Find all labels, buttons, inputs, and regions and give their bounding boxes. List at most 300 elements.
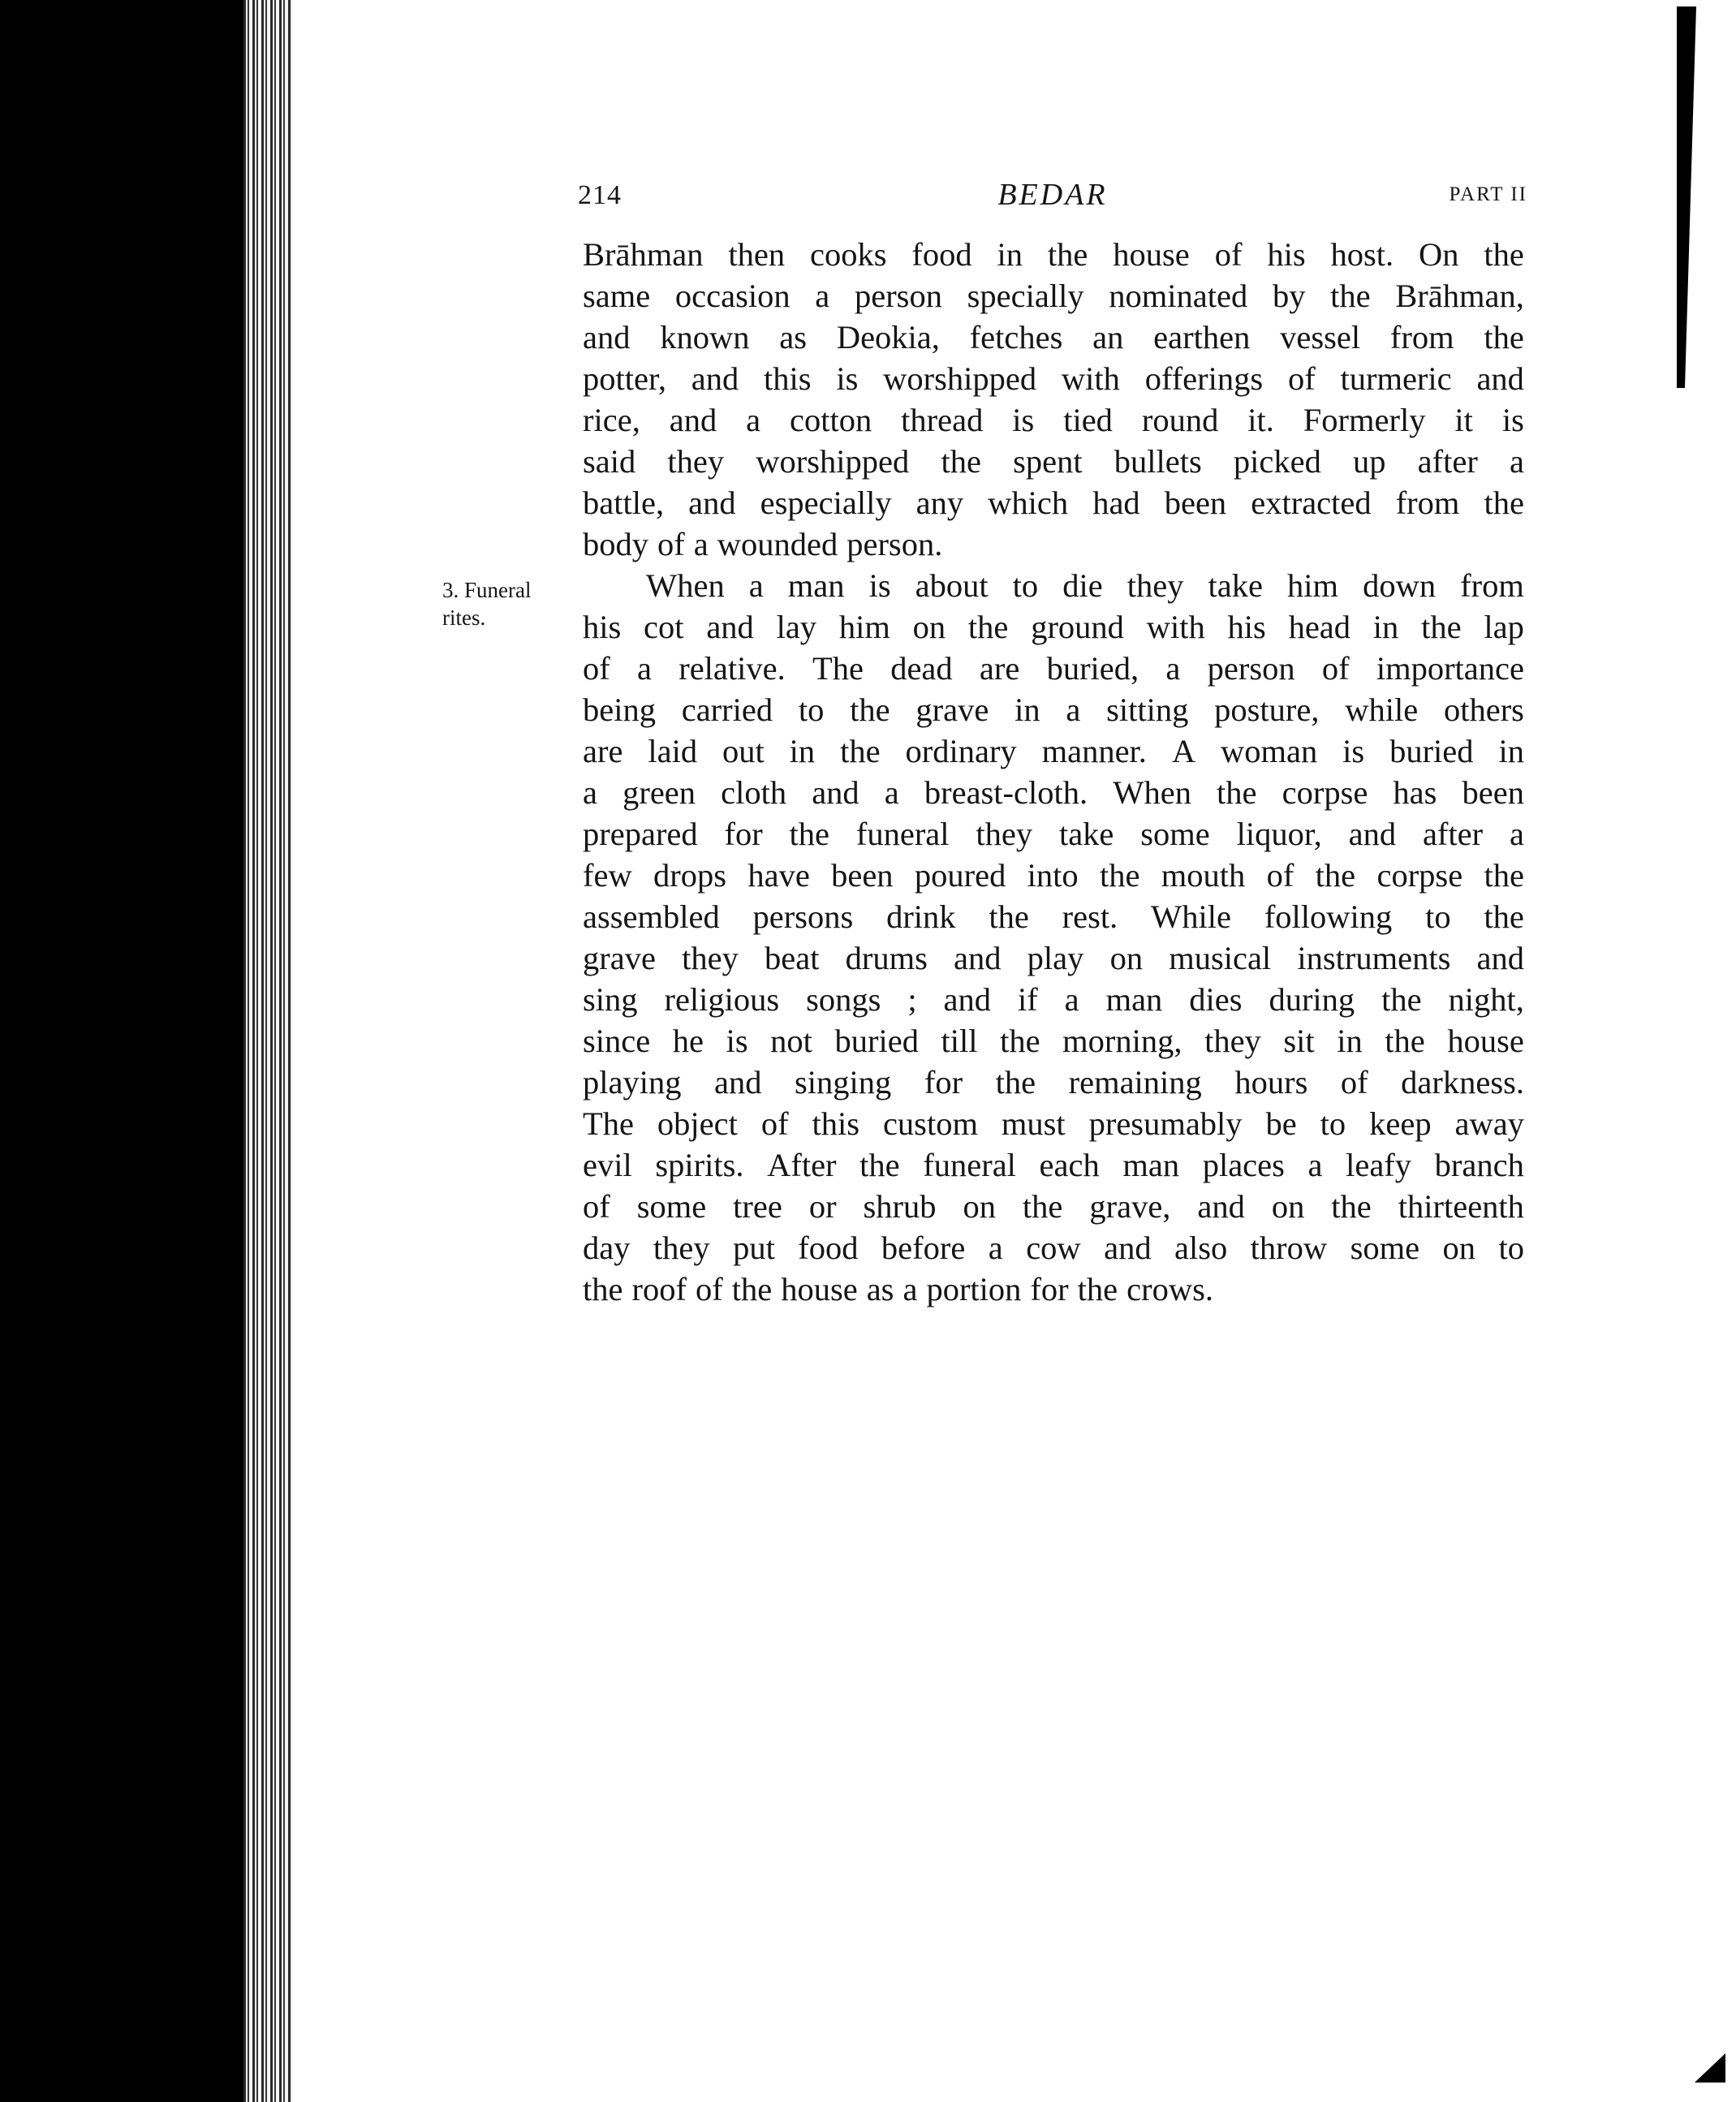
word: the <box>1099 857 1140 894</box>
word: or <box>808 1188 837 1225</box>
word: body <box>583 526 648 562</box>
word: breast-cloth. <box>924 774 1088 811</box>
word: few <box>583 857 632 894</box>
text-line <box>583 606 1524 648</box>
word: woman <box>1221 733 1318 769</box>
word: corpse <box>1282 774 1368 811</box>
word: and <box>691 360 739 397</box>
text-line <box>583 1020 1524 1062</box>
text-line <box>583 482 1524 523</box>
word: a <box>1064 981 1079 1018</box>
word: On <box>1419 236 1459 273</box>
word: others <box>1443 691 1524 728</box>
word: and <box>1197 1188 1245 1225</box>
word: the <box>1484 319 1524 355</box>
word: potter, <box>583 360 666 397</box>
word: before <box>881 1230 966 1266</box>
word: night, <box>1448 981 1524 1018</box>
word: the <box>941 443 981 480</box>
word: nominated <box>1109 278 1248 314</box>
word: dead <box>890 650 953 687</box>
word: up <box>1353 443 1386 480</box>
word: with <box>1146 609 1205 645</box>
word: of <box>657 526 685 562</box>
word: cloth <box>721 774 787 811</box>
word: laid <box>648 733 698 769</box>
word: his <box>1267 236 1306 273</box>
word: religious <box>664 981 780 1018</box>
word: a <box>693 526 709 562</box>
word: playing <box>583 1064 682 1101</box>
word: and <box>812 774 859 811</box>
word: if <box>1017 981 1038 1018</box>
word: Brāhman <box>583 236 704 273</box>
word: rice, <box>583 402 640 438</box>
text-line <box>583 772 1524 813</box>
word: leafy <box>1346 1147 1412 1183</box>
word: it. <box>1247 402 1274 438</box>
word: as <box>779 319 808 355</box>
word: host. <box>1330 236 1394 273</box>
word: since <box>583 1023 651 1059</box>
word: has <box>1393 774 1437 811</box>
word: the <box>1315 857 1356 894</box>
header-part: PART II <box>1449 183 1527 205</box>
word: cow <box>1026 1230 1081 1266</box>
word: a <box>746 402 761 438</box>
word: drums <box>845 940 928 976</box>
word: and <box>1104 1230 1152 1266</box>
text-line <box>583 1103 1524 1144</box>
word: spirits. <box>655 1147 744 1183</box>
word: following <box>1264 898 1393 935</box>
word: take <box>1058 816 1114 852</box>
word: especially <box>760 485 892 521</box>
word: crows. <box>1126 1271 1214 1307</box>
word: be <box>1265 1105 1297 1142</box>
word: must <box>1001 1105 1066 1142</box>
word: into <box>1027 857 1079 894</box>
word: man <box>1105 981 1163 1018</box>
word: offerings <box>1144 360 1264 397</box>
header-title: BEDAR <box>997 178 1108 212</box>
text-line <box>583 979 1524 1020</box>
word: the <box>840 733 881 769</box>
word: a <box>902 1271 918 1307</box>
word: musical <box>1169 940 1272 976</box>
word: man <box>787 567 845 604</box>
word: they <box>1126 567 1184 604</box>
text-line <box>583 730 1524 772</box>
word: known <box>660 319 750 355</box>
word: while <box>1345 691 1419 728</box>
word: the <box>1331 1188 1372 1225</box>
word: which <box>988 485 1069 521</box>
word: spent <box>1013 443 1083 480</box>
word: a <box>748 567 764 604</box>
word: this <box>812 1105 860 1142</box>
word: the <box>1484 236 1524 273</box>
word: fetches <box>969 319 1063 355</box>
word: darkness. <box>1401 1064 1524 1101</box>
text-line <box>583 399 1524 441</box>
text-line <box>583 441 1524 482</box>
word: ground <box>1031 609 1124 645</box>
word: grave <box>583 940 656 976</box>
word: day <box>583 1230 631 1266</box>
page-number: 214 <box>578 180 622 210</box>
word: ordinary <box>905 733 1017 769</box>
word: is <box>868 567 891 604</box>
word: instruments <box>1297 940 1451 976</box>
word: the <box>1047 236 1088 273</box>
word: thread <box>901 402 984 438</box>
word: this <box>764 360 812 397</box>
word: hours <box>1234 1064 1308 1101</box>
text-line <box>583 855 1524 896</box>
word: and <box>669 402 717 438</box>
word: specially <box>967 278 1084 314</box>
word: cot <box>644 609 684 645</box>
word: the <box>1381 981 1422 1018</box>
word: person <box>1207 650 1295 687</box>
word: the <box>850 691 890 728</box>
word: Formerly <box>1303 402 1426 438</box>
word: him <box>838 609 890 645</box>
word: in <box>1372 609 1399 645</box>
word: object <box>657 1105 738 1142</box>
word: a <box>1307 1147 1323 1183</box>
word: singing <box>795 1064 892 1101</box>
word: throw <box>1250 1230 1328 1266</box>
text-line <box>583 689 1524 730</box>
word: is <box>836 360 859 397</box>
word: from <box>1395 485 1460 521</box>
word: by <box>1272 278 1306 314</box>
word: vessel <box>1280 319 1361 355</box>
word: is <box>1501 402 1524 438</box>
word: a <box>988 1230 1003 1266</box>
word: some <box>636 1188 707 1225</box>
word: also <box>1174 1230 1228 1266</box>
word: assembled <box>583 898 720 935</box>
word: put <box>733 1230 775 1266</box>
word: a <box>815 278 830 314</box>
text-line <box>583 648 1524 689</box>
word: to <box>1498 1230 1524 1266</box>
word: from <box>1389 319 1454 355</box>
word: he <box>672 1023 704 1059</box>
word: to <box>1425 898 1451 935</box>
word: on <box>963 1188 996 1225</box>
word: drink <box>886 898 956 935</box>
word: in <box>997 236 1023 273</box>
word: to <box>798 691 825 728</box>
word: on <box>1271 1188 1305 1225</box>
word: for <box>924 1064 963 1101</box>
word: play <box>1027 940 1084 976</box>
word: wounded <box>717 526 838 562</box>
word: said <box>583 443 636 480</box>
word: earthen <box>1153 319 1251 355</box>
word: tied <box>1063 402 1113 438</box>
text-line <box>583 1186 1524 1227</box>
word: a <box>1510 443 1524 480</box>
word: some <box>1350 1230 1420 1266</box>
word: during <box>1269 981 1355 1018</box>
word: in <box>1498 733 1524 769</box>
word: funeral <box>855 816 950 852</box>
word: the <box>859 1147 900 1183</box>
text-line <box>583 896 1524 937</box>
word: sit <box>1283 1023 1315 1059</box>
word: about <box>915 567 989 604</box>
word: of <box>695 1271 723 1307</box>
word: and <box>583 319 631 355</box>
word: they <box>653 1230 710 1266</box>
word: the <box>1484 898 1524 935</box>
word: of <box>1266 857 1294 894</box>
word: after <box>1417 443 1478 480</box>
word: the <box>1385 1023 1425 1059</box>
text-line <box>583 1269 1524 1310</box>
word: out <box>722 733 765 769</box>
word: the <box>967 609 1009 645</box>
word: dies <box>1189 981 1243 1018</box>
word: posture, <box>1214 691 1320 728</box>
word: away <box>1454 1105 1524 1142</box>
marginal-note-line: rites. <box>442 605 486 630</box>
word: been <box>831 857 894 894</box>
word: his <box>583 609 622 645</box>
text-line <box>583 317 1524 358</box>
word: to <box>1320 1105 1346 1142</box>
text-line <box>583 358 1524 399</box>
word: for <box>724 816 763 852</box>
word: of <box>1214 236 1243 273</box>
word: after <box>1422 816 1484 852</box>
word: of <box>1321 650 1350 687</box>
marginal-note <box>442 576 531 631</box>
word: grave <box>915 691 989 728</box>
marginal-note-line: 3. Funeral <box>442 578 532 602</box>
word: a <box>583 774 597 811</box>
word: being <box>583 691 656 728</box>
text-line <box>583 937 1524 979</box>
word: ; <box>907 981 917 1018</box>
word: relative. <box>678 650 786 687</box>
text-line <box>583 813 1524 855</box>
word: mouth <box>1161 857 1246 894</box>
word: tree <box>733 1188 782 1225</box>
word: and <box>943 981 992 1018</box>
word: The <box>812 650 864 687</box>
word: worshipped <box>756 443 910 480</box>
word: die <box>1062 567 1103 604</box>
word: thirteenth <box>1398 1188 1524 1225</box>
word: each <box>1039 1147 1100 1183</box>
word: are <box>583 733 623 769</box>
word: are <box>979 650 1020 687</box>
word: round <box>1141 402 1219 438</box>
word: as <box>866 1271 894 1307</box>
word: from <box>1460 567 1524 604</box>
word: house <box>781 1271 858 1307</box>
word: with <box>1061 360 1120 397</box>
word: importance <box>1376 650 1524 687</box>
word: they <box>976 816 1033 852</box>
word: same <box>583 278 651 314</box>
word: manner. <box>1041 733 1147 769</box>
word: is <box>1012 402 1035 438</box>
word: morning, <box>1062 1023 1182 1059</box>
word: the <box>1330 278 1371 314</box>
word: persons <box>752 898 854 935</box>
word: house <box>1447 1023 1524 1059</box>
text-line <box>583 275 1524 317</box>
word: it <box>1454 402 1473 438</box>
word: branch <box>1434 1147 1524 1183</box>
word: After <box>767 1147 837 1183</box>
word: portion <box>926 1271 1022 1307</box>
word: places <box>1202 1147 1285 1183</box>
text-line <box>583 1144 1524 1186</box>
text-line <box>583 1062 1524 1103</box>
word: person <box>854 278 942 314</box>
word: shrub <box>863 1188 937 1225</box>
word: the <box>1484 485 1524 521</box>
word: a <box>636 650 652 687</box>
word: and <box>1348 816 1397 852</box>
word: his <box>1227 609 1266 645</box>
word: they <box>667 443 725 480</box>
word: of <box>583 650 610 687</box>
word: sing <box>583 981 638 1018</box>
word: the <box>731 1271 773 1307</box>
word: and <box>1476 360 1524 397</box>
word: had <box>1092 485 1140 521</box>
word: and <box>1476 940 1524 976</box>
word: and <box>688 485 736 521</box>
word: till <box>941 1023 978 1059</box>
word: is <box>726 1023 748 1059</box>
text-line <box>583 1227 1524 1269</box>
word: keep <box>1369 1105 1432 1142</box>
word: battle, <box>583 485 665 521</box>
word: for <box>1030 1271 1069 1307</box>
word: sitting <box>1106 691 1189 728</box>
word: bullets <box>1114 443 1202 480</box>
word: the <box>1484 857 1524 894</box>
word: they <box>682 940 739 976</box>
word: some <box>1140 816 1210 852</box>
text-line <box>583 234 1524 275</box>
word: then <box>728 236 786 273</box>
word: man <box>1122 1147 1180 1183</box>
word: turmeric <box>1340 360 1452 397</box>
word: of <box>1287 360 1316 397</box>
word: a <box>1165 650 1181 687</box>
word: house <box>1113 236 1190 273</box>
word: extracted <box>1251 485 1372 521</box>
word: buried, <box>1046 650 1139 687</box>
word: the <box>583 1271 623 1307</box>
word: the <box>1000 1023 1040 1059</box>
word: an <box>1092 319 1124 355</box>
body-text <box>583 234 1524 1310</box>
word: buried <box>834 1023 919 1059</box>
word: on <box>912 609 946 645</box>
text-line <box>583 565 1524 606</box>
word: been <box>1164 485 1227 521</box>
word: in <box>789 733 816 769</box>
word: to <box>1012 567 1039 604</box>
word: food <box>798 1230 859 1266</box>
word: occasion <box>674 278 790 314</box>
word: drops <box>653 857 727 894</box>
word: Brāhman, <box>1395 278 1524 314</box>
word: cooks <box>809 236 887 273</box>
running-head <box>578 177 1527 218</box>
word: corpse <box>1376 857 1463 894</box>
word: a <box>1066 691 1081 728</box>
word: been <box>1462 774 1524 811</box>
word: roof <box>631 1271 687 1307</box>
word: cotton <box>790 402 872 438</box>
word: any <box>915 485 964 521</box>
word: carried <box>681 691 773 728</box>
word: beat <box>765 940 820 976</box>
word: head <box>1288 609 1351 645</box>
word: of <box>760 1105 789 1142</box>
word: When <box>646 567 725 604</box>
word: the <box>1022 1188 1063 1225</box>
word: the <box>989 898 1029 935</box>
word: worshipped <box>883 360 1037 397</box>
word: the <box>1217 774 1257 811</box>
word: down <box>1363 567 1437 604</box>
word: A <box>1171 733 1196 769</box>
word: a <box>884 774 899 811</box>
word: rest. <box>1062 898 1118 935</box>
word: of <box>583 1188 610 1225</box>
word: picked <box>1233 443 1321 480</box>
word: liquor, <box>1236 816 1322 852</box>
word: is <box>1342 733 1365 769</box>
word: him <box>1287 567 1339 604</box>
word: the <box>1421 609 1462 645</box>
word: funeral <box>923 1147 1016 1183</box>
word: buried <box>1389 733 1474 769</box>
word: in <box>1014 691 1040 728</box>
word: grave, <box>1089 1188 1171 1225</box>
word: of <box>1340 1064 1368 1101</box>
word: the <box>789 816 830 852</box>
word: in <box>1337 1023 1363 1059</box>
word: Deokia, <box>836 319 940 355</box>
word: have <box>747 857 810 894</box>
word: presumably <box>1088 1105 1243 1142</box>
word: the <box>995 1064 1036 1101</box>
word: on <box>1109 940 1144 976</box>
word: and <box>954 940 1002 976</box>
word: custom <box>882 1105 978 1142</box>
word: prepared <box>583 816 698 852</box>
word: and <box>714 1064 762 1101</box>
word: person. <box>846 526 943 562</box>
word: they <box>1204 1023 1261 1059</box>
word: food <box>911 236 972 273</box>
